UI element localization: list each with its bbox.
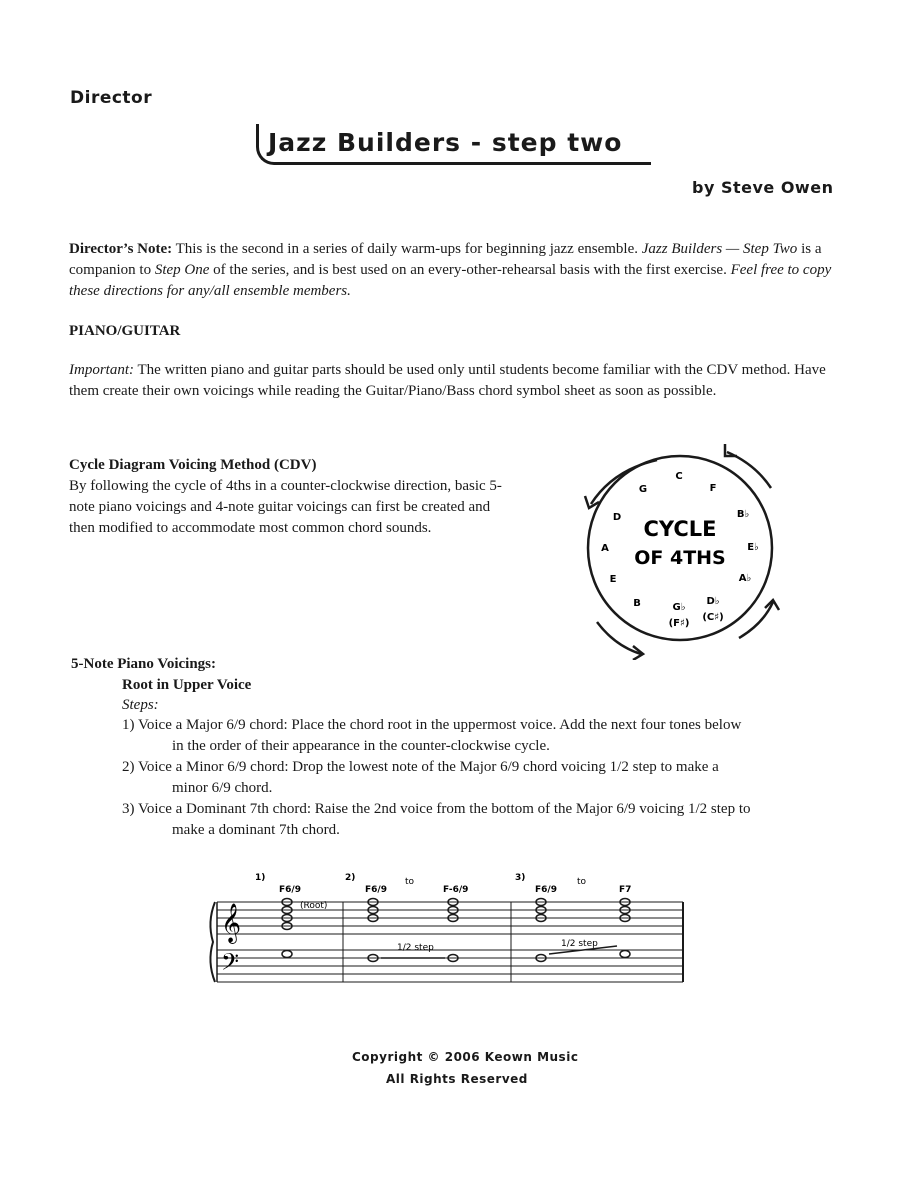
arrow-top-right bbox=[727, 452, 771, 488]
page-title: Jazz Builders - step two bbox=[268, 128, 623, 157]
bass-clef: 𝄢 bbox=[221, 948, 240, 981]
director-label: Director bbox=[70, 88, 153, 108]
m3-chord: F6/9 bbox=[535, 885, 557, 895]
note-fsharp: (F♯) bbox=[668, 618, 690, 629]
cycle-of-fourths-diagram bbox=[575, 440, 790, 660]
m3-chord2: F7 bbox=[619, 885, 632, 895]
cdv-text: By following the cycle of 4ths in a counter-clockwise direction, basic 5-note piano voicings and 4-note guitar voicings can first be created and then modified to accommodate most common chord sounds. bbox=[69, 478, 502, 536]
steps-label: Steps: bbox=[122, 697, 159, 713]
note-d: D bbox=[612, 512, 622, 523]
directors-note-italic1: Jazz Builders — Step Two bbox=[641, 241, 798, 257]
note-bflat: B♭ bbox=[736, 509, 750, 520]
note-eflat: E♭ bbox=[747, 542, 759, 553]
m2-to: to bbox=[405, 877, 415, 887]
music-notation-example bbox=[205, 862, 695, 997]
treble-clef: 𝄞 bbox=[221, 903, 242, 943]
step-3-line2: make a dominant 7th chord. bbox=[172, 822, 340, 838]
directors-note-text2: is a companion to bbox=[69, 241, 822, 278]
m2-step-label: 1/2 step bbox=[397, 943, 434, 953]
important-paragraph bbox=[69, 360, 834, 402]
directors-note-italic3: Feel free to copy these directions for any/all ensemble members. bbox=[69, 262, 832, 299]
directors-note-text3: of the series, and is best used on an every-other-rehearsal basis with the first exercise. bbox=[209, 262, 731, 278]
m1-chord: F6/9 bbox=[279, 885, 301, 895]
copyright-line: Copyright © 2006 Keown Music bbox=[352, 1050, 579, 1064]
cycle-center-line2: OF 4THS bbox=[634, 547, 726, 569]
step-1-line1: 1) Voice a Major 6/9 chord: Place the chord root in the uppermost voice. Add the next four tones below bbox=[122, 717, 742, 733]
rights-line: All Rights Reserved bbox=[386, 1072, 528, 1086]
directors-note bbox=[69, 239, 834, 302]
steps-list bbox=[122, 715, 842, 841]
m1-root-label: (Root) bbox=[300, 901, 328, 911]
m2-number: 2) bbox=[345, 873, 356, 883]
note-c: C bbox=[675, 471, 683, 482]
m3-to: to bbox=[577, 877, 587, 887]
directors-note-label: Director’s Note: bbox=[69, 241, 173, 257]
step-2-line2: minor 6/9 chord. bbox=[172, 780, 273, 796]
directors-note-text1: This is the second in a series of daily warm-ups for beginning jazz ensemble. bbox=[172, 241, 642, 257]
m3-bass-note-2 bbox=[620, 951, 630, 958]
m3-number: 3) bbox=[515, 873, 526, 883]
piano-guitar-heading: PIANO/GUITAR bbox=[69, 323, 181, 339]
m2-chord2: F-6/9 bbox=[443, 885, 469, 895]
note-f: F bbox=[709, 483, 717, 494]
m1-number: 1) bbox=[255, 873, 266, 883]
note-aflat: A♭ bbox=[738, 573, 752, 584]
note-csharp: (C♯) bbox=[702, 612, 724, 623]
note-e: E bbox=[609, 574, 617, 585]
m3-step-label: 1/2 step bbox=[561, 939, 598, 949]
note-dflat: D♭ bbox=[706, 596, 720, 607]
note-b: B bbox=[633, 598, 641, 609]
m1-bass-note bbox=[282, 951, 292, 958]
cycle-center-line1: CYCLE bbox=[643, 517, 717, 541]
note-gflat: G♭ bbox=[672, 602, 686, 613]
important-text: The written piano and guitar parts should be used only until students become familiar with the CDV method. Have them create their own voicings while reading the Guitar/Piano/Bass chord symbol sheet as soon as possible. bbox=[69, 362, 826, 399]
cdv-heading: Cycle Diagram Voicing Method (CDV) bbox=[69, 457, 317, 473]
directors-note-italic2: Step One bbox=[154, 262, 210, 278]
note-a: A bbox=[601, 543, 609, 554]
step-3-line1: 3) Voice a Dominant 7th chord: Raise the 2nd voice from the bottom of the Major 6/9 voicing 1/2 step to bbox=[122, 801, 751, 817]
voicings-subheading: Root in Upper Voice bbox=[122, 677, 252, 693]
staff-brace bbox=[210, 902, 215, 982]
note-g: G bbox=[638, 484, 648, 495]
m2-chord: F6/9 bbox=[365, 885, 387, 895]
step-1-line2: in the order of their appearance in the counter-clockwise cycle. bbox=[172, 738, 550, 754]
step-2-line1: 2) Voice a Minor 6/9 chord: Drop the lowest note of the Major 6/9 chord voicing 1/2 step to make a bbox=[122, 759, 719, 775]
arrow-top-left bbox=[591, 460, 657, 504]
arrow-bottom-right bbox=[739, 602, 773, 638]
voicings-heading: 5-Note Piano Voicings: bbox=[71, 656, 217, 672]
author-byline: by Steve Owen bbox=[692, 178, 834, 197]
important-label: Important: bbox=[69, 362, 134, 378]
